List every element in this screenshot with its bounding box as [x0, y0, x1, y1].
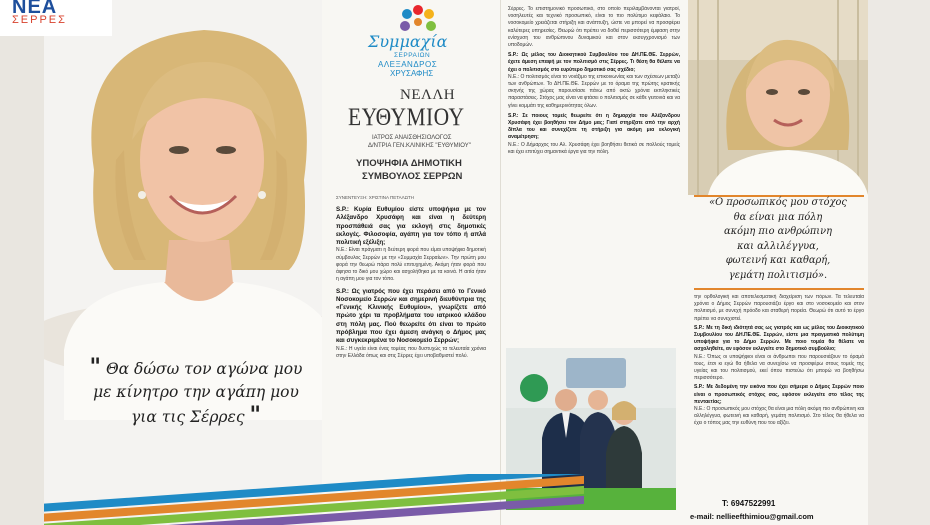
interview-byline: ΣΥΝΕΝΤΕΥΞΗ: ΧΡΙΣΤΙΝΑ ΠΕΤΑΛΩΤΗ	[336, 195, 415, 200]
column-3-intro: την ορθολογική και αποτελεσματική διαχείριση των πόρων. Τα τελευταία χρόνια ο Δήμος Σερρών παρουσιάζει έργο και στο νοσοκομείο και στον πολιτισμό, με συνεχή πρόοδο και σταθερή πορεία. Θεωρώ ότι αυτό το έργο πρέπει να συνεχιστεί.	[694, 294, 864, 322]
left-quote	[86, 356, 306, 429]
candidate-first-name: ΝΕΛΛΗ	[400, 87, 456, 103]
question-1: S.P.: Κυρία Ευθυμίου είστε υποψήφια με τον Αλέξανδρο Χρυσάφη και είναι η δεύτερη προσπάθειά σας για εκλογή στις δημοτικές εκλογές. Φιλοσοφία, αγάπη για τον τόπο ή απλά πολιτική εξέλιξη;	[336, 206, 486, 247]
party-logo-line-4: ΧΡΥΣΑΦΗΣ	[390, 69, 434, 78]
candidate-photo-small	[688, 0, 868, 195]
column-2-intro: Σέρρες. Το επιστημονικό προσωπικό, στο οποίο περιλαμβάνονται γιατροί, νοσηλευτές και τεχνικό προσωπικό, είναι το πιο πολύτιμο κεφάλαιο. Το νοσοκομείο χρειάζεται στήριξη και ανάπτυξη, ώστε να μπορεί να προσφέρει καλύτερες υπηρεσίες. Θεωρώ ότι πρέπει να δοθεί περισσότερη έμφαση στην ενίσχυση του ανθρώπινου δυναμικού και στον εκσυγχρονισμό των υποδομών.	[508, 6, 680, 49]
candidate-specialty-2: Δ/ΝΤΡΙΑ ΓΕΝ.ΚΛΙΝΙΚΗΣ "ΕΥΘΥΜΙΟΥ"	[368, 143, 471, 149]
column-2-text	[508, 6, 680, 346]
answer-6: Ν.Ε.: Ο προσωπικός μου στόχος θα είναι μια πόλη ακόμη πιο ανθρώπινη και αλληλέγγυα, φωτεινή και καθαρή, γεμάτη πολιτισμό. Στο τέλος θα ήθελα να έχει ο τόπος μας την ευθύνη που του αξίζει.	[694, 406, 864, 427]
pull-quote-line-5: φωτεινή και καθαρή,	[725, 255, 831, 267]
candidacy-line-2: ΣΥΜΒΟΥΛΟΣ ΣΕΡΡΩΝ	[362, 171, 463, 182]
decorative-stripes	[44, 474, 584, 525]
party-logo-line-2: ΣΕΡΡΑΙΩΝ	[394, 52, 431, 59]
candidate-specialty-1: ΙΑΤΡΟΣ ΑΝΑΙΣΘΗΣΙΟΛΟΓΟΣ	[372, 135, 452, 141]
answer-5: Ν.Ε.: Όπως οι υποψήφιοι είναι οι άνθρωποι που παρουσιάζουν το όραμά τους, έτσι κι εγώ θα ήθελα να συνεχίσω να προσφέρω στους τομείς της υγείας και του πολιτισμού, εκεί όπου πιστεύω ότι μπορώ να βοηθήσω περισσότερο.	[694, 353, 864, 382]
question-3: S.P.: Ως μέλος του Διοικητικού Συμβουλίου του ΔΗ.ΠΕ.ΘΕ. Σερρών, έχετε άμεση επαφή με τον πολιτισμό στις Σέρρες. Τι θέση θα θέλατε να έχει ο πολιτισμός στο ευρύτερο δημοτικό σας σχέδιο;	[508, 52, 680, 73]
quote-open-mark: "	[89, 354, 102, 380]
question-4: S.P.: Σε ποιους τομείς θεωρείτε ότι η δημαρχία του Αλέξανδρου Χρυσάφη έχει βοηθήσει τον Δήμο μας; Γιατί στηρίξατε από την αρχή δίπλα του και συνεχίζετε τη στήριξη για ακόμη μια εκλογική αναμέτρηση;	[508, 112, 680, 141]
question-5: S.P.: Με τη δική ιδιότητά σας ως γιατρός και ως μέλος του Διοικητικού Συμβουλίου του ΔΗ.ΠΕ.ΘΕ. Σερρών, είστε μια πραγματικά πολύτιμη υποψήφια για το Δήμο Σερρών. Με ποιο τομέα θα θέλατε να ασχοληθείτε, αν εφόσον εκλεγείτε στο δημοτικό συμβούλιο;	[694, 324, 864, 353]
quote-close-mark: "	[249, 402, 261, 428]
left-quote-line-2: με κίνητρο την αγάπη μου	[93, 383, 299, 401]
outlet-logo	[0, 0, 112, 36]
pull-quote-line-1: «Ο προσωπικός μου στόχος	[709, 197, 847, 208]
outlet-name: ΝΕΑ	[12, 0, 58, 18]
pull-quote-bottom-rule	[694, 288, 864, 290]
party-logo-line-3: ΑΛΕΞΑΝΔΡΟΣ	[378, 60, 438, 69]
candidate-last-name: ΕΥΘΥΜΙΟΥ	[348, 104, 465, 131]
candidacy-line-1: ΥΠΟΨΗΦΙΑ ΔΗΜΟΤΙΚΗ	[356, 158, 462, 169]
left-quote-line-1: Θα δώσω τον αγώνα μου	[105, 360, 303, 378]
answer-4: Ν.Ε.: Ο Δήμαρχος του Αλ. Χρυσάφη έχει βοηθήσει θετικά σε πολλούς τομείς και έχει επιτύχει σημαντικά έργα για την πόλη.	[508, 141, 680, 155]
pull-quote-line-6: γεμάτη πολιτισμό».	[728, 269, 828, 281]
contact-email: e-mail: nellieefthimiou@gmail.com	[690, 512, 814, 521]
question-2: S.P.: Ως γιατρός που έχει περάσει από το Γενικό Νοσοκομείο Σερρών και σημερινή διευθύντρια της «Γενικής Κλινικής Ευθυμίου», γνωρίζετε από πρώτο χέρι τα προβλήματα του ιατρικού κλάδου στη πόλη μας. Πού θεωρείτε ότι είναι το πρώτο πρόβλημα που έχει άμεση ανάγκη ο Δήμος μας και συγκεκριμένα το Νοσοκομείο Σερρών;	[336, 287, 486, 345]
pull-quote-line-2: θα είναι μια πόλη	[733, 211, 823, 223]
left-quote-line-3: για τις Σέρρες	[131, 408, 245, 426]
pull-quote	[690, 196, 866, 284]
question-6: S.P.: Με δεδομένη την εικόνα που έχει σήμερα ο Δήμος Σερρών ποιο είναι ο προσωπικός στόχος σας, εφόσον εκλεγείτε στο τέλος της πενταετίας;	[694, 384, 864, 405]
pull-quote-line-3: ακόμη πιο ανθρώπινη	[724, 226, 832, 238]
contact-phone: T: 6947522991	[722, 499, 776, 508]
answer-2: Ν.Ε.: Η υγεία είναι ένας τομέας που δυστυχώς τα τελευταία χρόνια στην Ελλάδα όπως και στις Σέρρες έχει υποβαθμιστεί πολύ.	[336, 345, 486, 359]
portrait-page	[44, 0, 322, 525]
column-3-text	[694, 294, 864, 497]
background-right	[868, 0, 930, 525]
party-logo-word: Συμμαχία	[368, 32, 448, 51]
answer-3: Ν.Ε.: Ο πολιτισμός είναι το νοιάξιμο της επικοινωνίας και των σχέσεων μεταξύ των ανθρώπων. Το ΔΗ.ΠΕ.ΘΕ. Σερρών με το όραμα της πρώτης κρατικής σκηνής της χώρας παρουσίασε πάνω από οκτώ χρόνια εκπληκτικές παραστάσεις. Στόχος μας είναι να φτάσει ο πολιτισμός σε κάθε γειτονιά και να γίνει κομμάτι της καθημερινότητας όλων.	[508, 73, 680, 109]
outlet-city: ΣΕΡΡΕΣ	[12, 14, 67, 26]
answer-1: Ν.Ε.: Είναι πράγματι η δεύτερη φορά που είμαι υποψήφια δημοτική σύμβουλος Σερρών με την «Συμμαχία Σερραίων». Την πρώτη μου φορά την θεωρώ πάρα πολύ επιτυχημένη. Ακόμη ήταν φορά που άφησα το δικό μου χώρο και ασχολήθηκα με τα κοινά. Η αιτία ήταν η αγάπη μου για τον τόπο.	[336, 247, 486, 283]
pull-quote-line-4: και αλλιλέγγυα,	[737, 240, 819, 252]
